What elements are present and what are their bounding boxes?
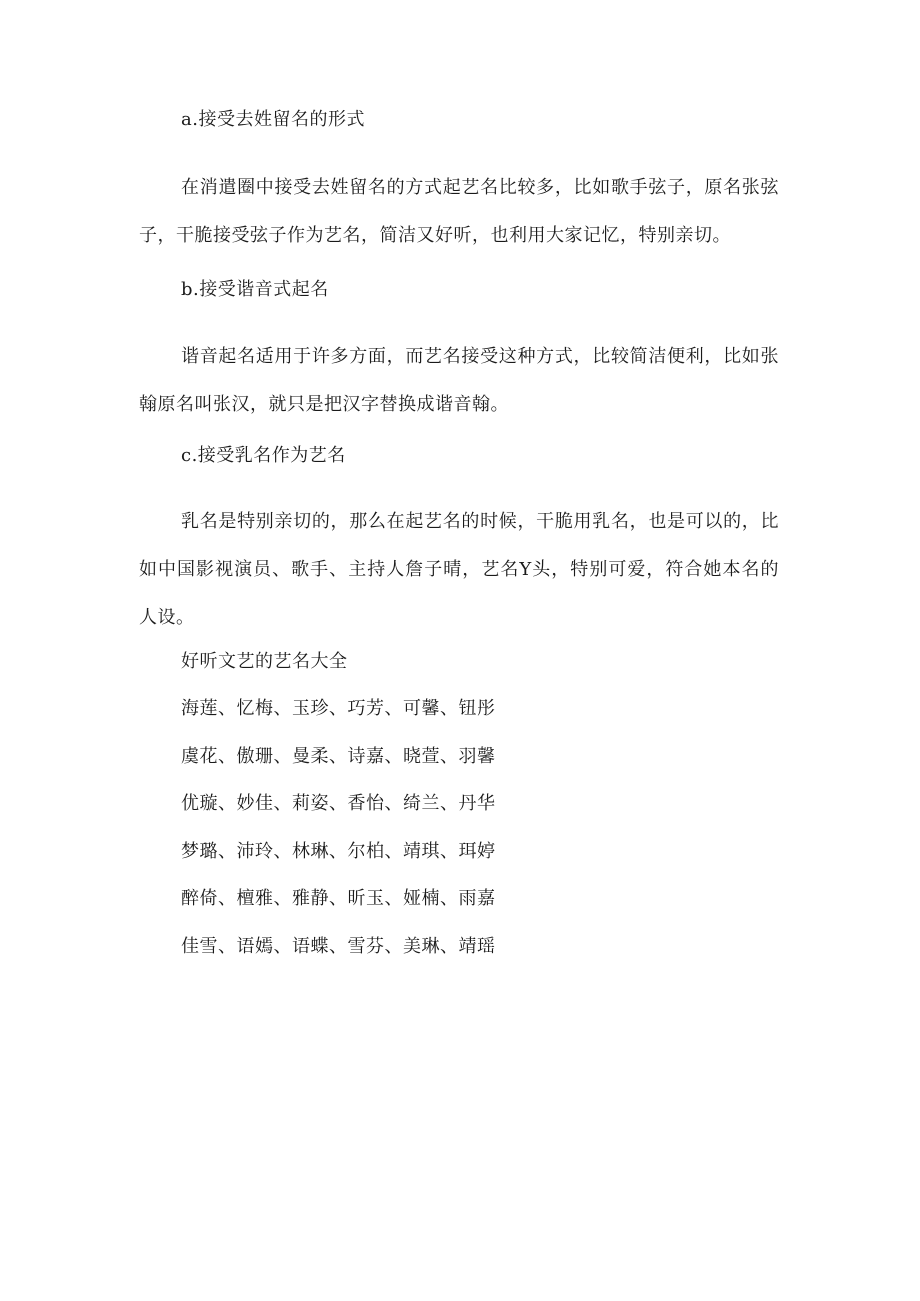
name-row: 虞花、傲珊、曼柔、诗嘉、晓萱、羽馨 [181,746,496,767]
section-heading-c: c.接受乳名作为艺名 [181,445,346,466]
section-body-c: 乳名是特别亲切的，那么在起艺名的时候，干脆用乳名，也是可以的，比如中国影视演员、歌手、主持人詹子晴，艺名Y头，特别可爱，符合她本名的人设。 [139,511,779,628]
name-row: 醉倚、檀雅、雅静、昕玉、娅楠、雨嘉 [181,888,496,909]
section-body-a: 在消遣圈中接受去姓留名的方式起艺名比较多，比如歌手弦子，原名张弦子，干脆接受弦子作为艺名，简洁又好听，也利用大家记忆，特别亲切。 [139,177,779,246]
name-row: 梦璐、沛玲、林琳、尔柏、靖琪、珥婷 [181,841,496,862]
section-heading-a: a.接受去姓留名的形式 [181,109,365,130]
name-row: 优璇、妙佳、莉姿、香怡、绮兰、丹华 [181,793,496,814]
name-row: 佳雪、语嫣、语蝶、雪芬、美琳、靖瑶 [181,936,496,957]
section-heading-b: b.接受谐音式起名 [181,279,329,300]
name-row: 海莲、忆梅、玉珍、巧芳、可馨、钮彤 [181,698,496,719]
section-body-b: 谐音起名适用于许多方面，而艺名接受这种方式，比较简洁便利，比如张翰原名叫张汉，就只是把汉字替换成谐音翰。 [139,346,779,415]
names-title: 好听文艺的艺名大全 [181,651,348,672]
